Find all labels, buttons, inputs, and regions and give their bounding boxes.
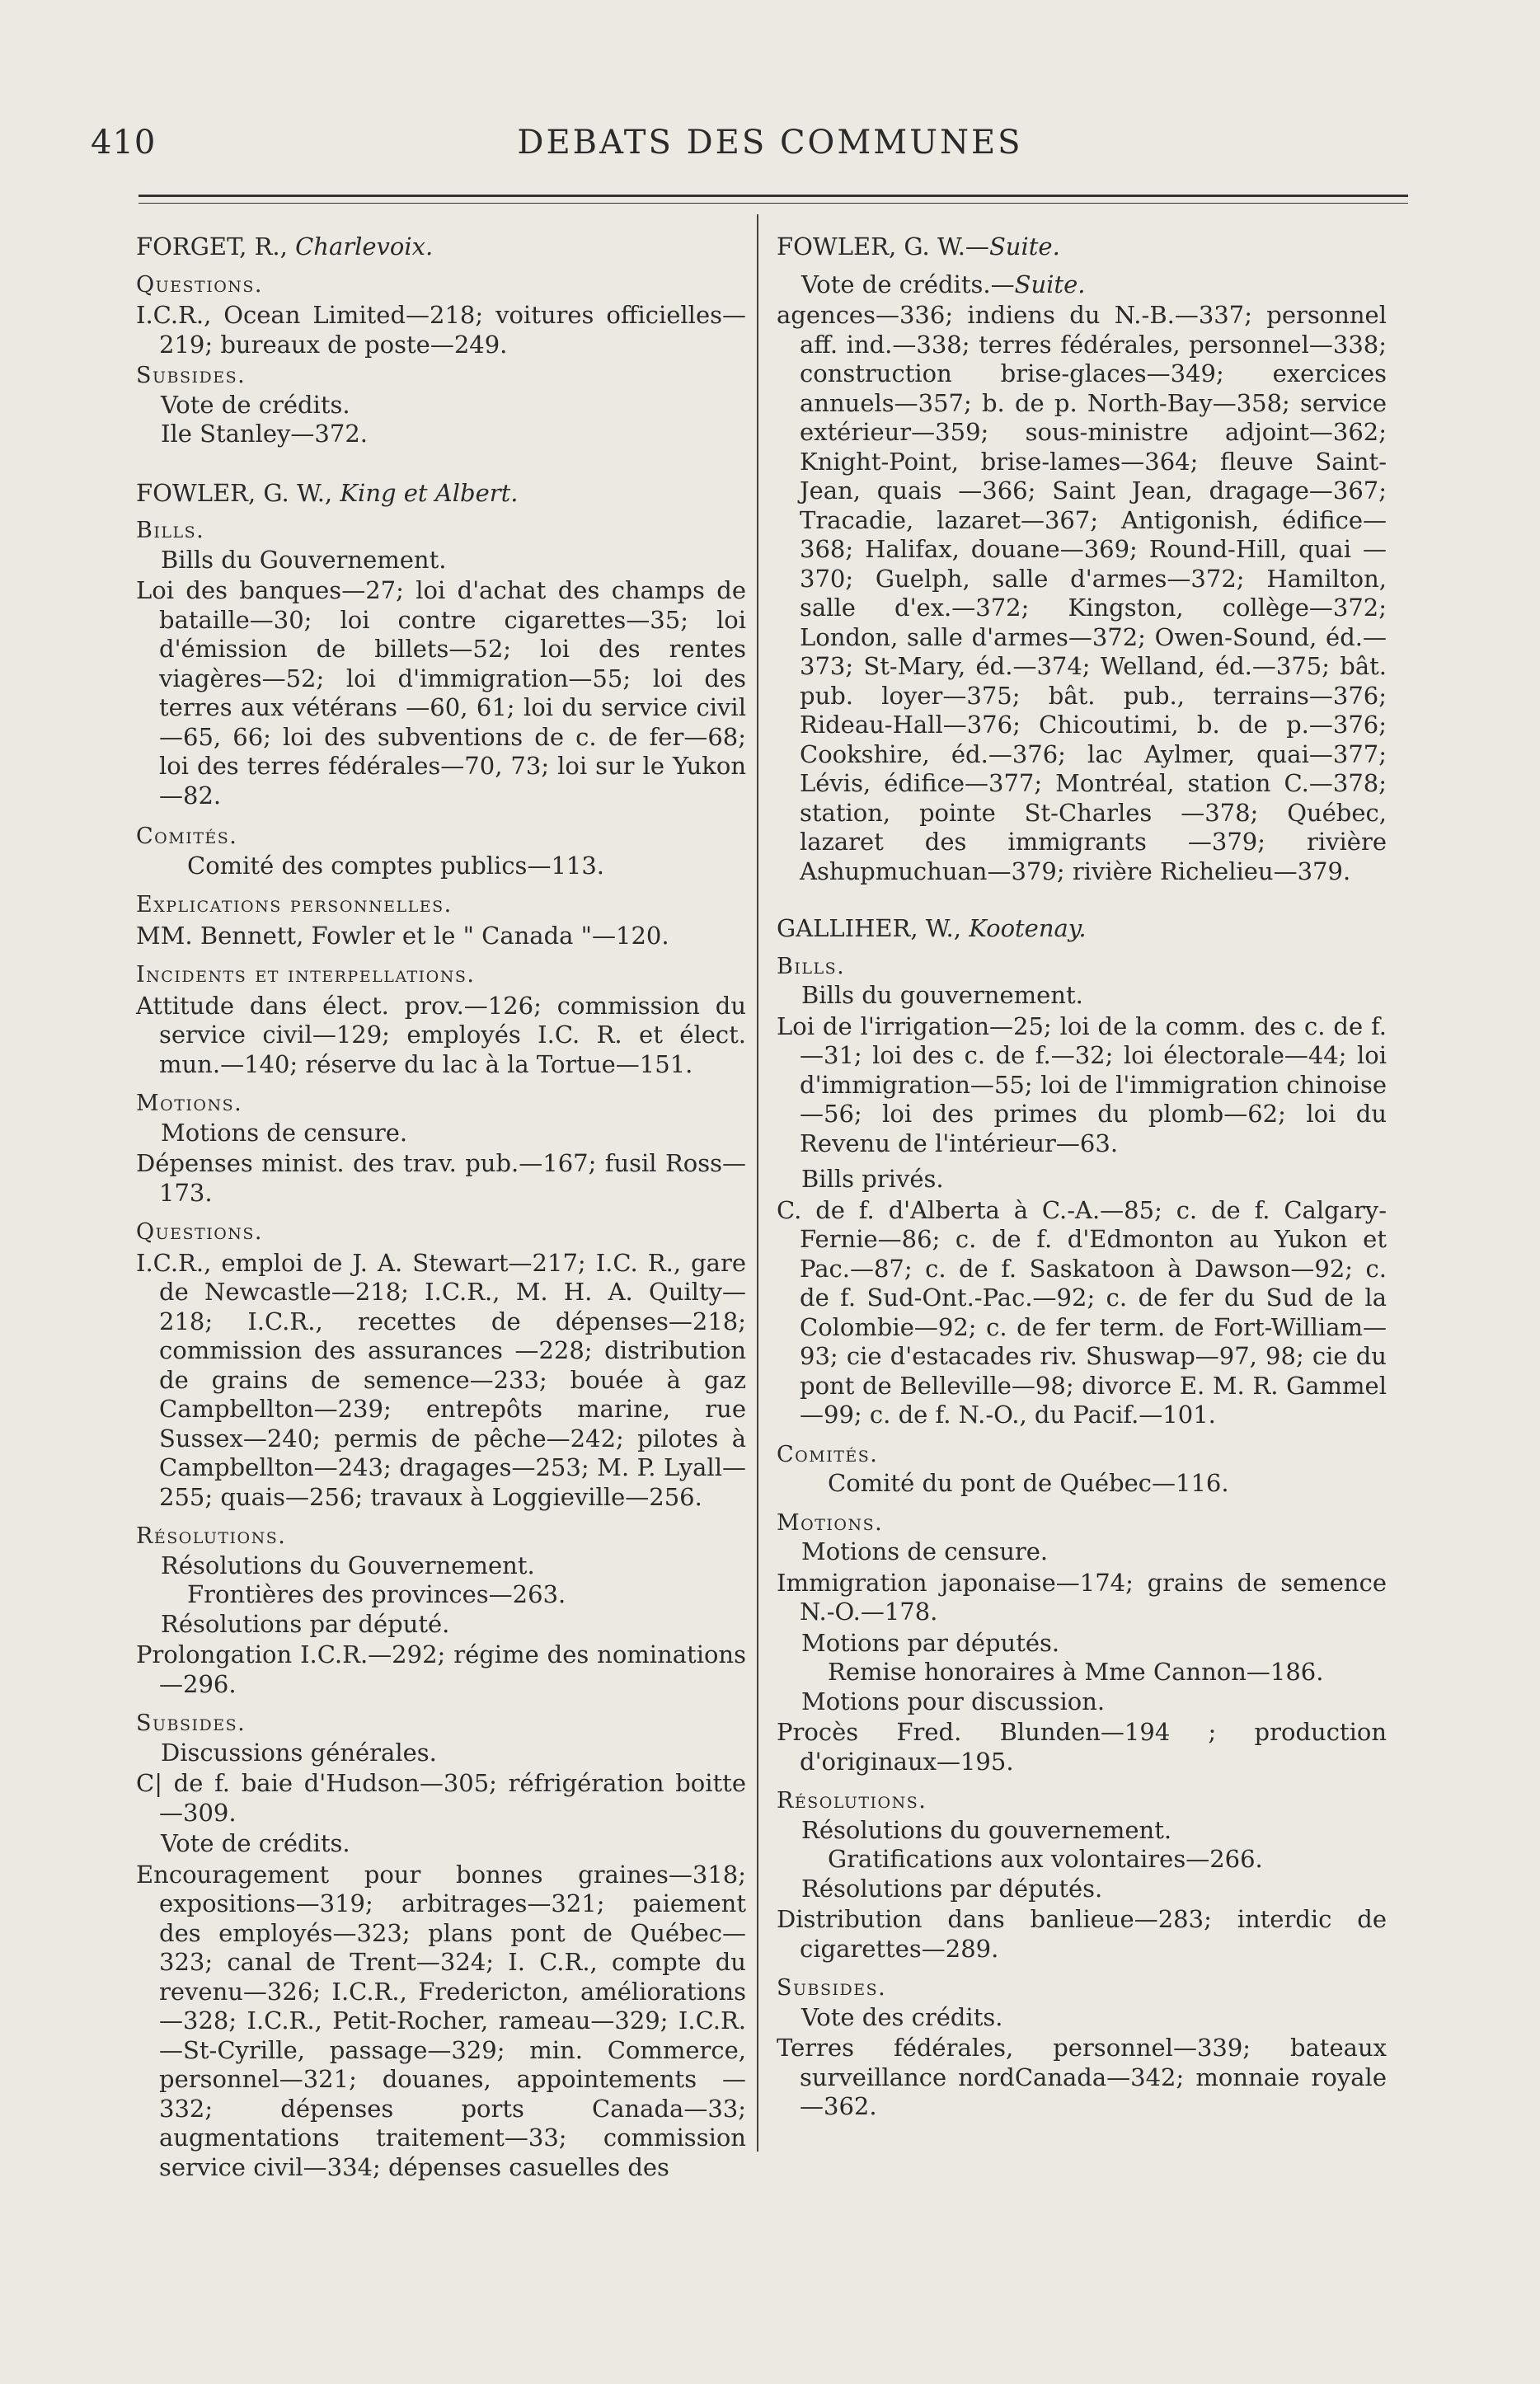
left-column bbox=[136, 232, 746, 2199]
motions-censure-text: Dépenses minist. des trav. pub.—167; fusil Ross—173. bbox=[136, 1149, 746, 1207]
section-incidents: Incidents et interpellations. bbox=[136, 962, 476, 988]
explications-text: MM. Bennett, Fowler et le " Canada "—120. bbox=[136, 921, 669, 950]
subsides-vote-text: Terres fédérales, personnel—339; bateaux surveillance nordCanada—342; monnaie royale—362. bbox=[777, 2034, 1387, 2120]
riding-name: Kootenay. bbox=[969, 914, 1087, 942]
section-explications: Explications personnelles. bbox=[136, 892, 453, 917]
motions-censure-label: Motions de censure. bbox=[801, 1537, 1049, 1565]
section-questions: Questions. bbox=[136, 271, 264, 298]
vote-label bbox=[801, 270, 1387, 300]
motions-censure-text: Immigration japonaise—174; grains de semence N.-O.—178. bbox=[777, 1568, 1387, 1626]
section-bills: Bills. bbox=[136, 518, 205, 543]
riding-name: Charlevoix. bbox=[295, 232, 434, 260]
resolutions-dep-text: Prolongation I.C.R.—292; régime des nominations—296. bbox=[136, 1640, 746, 1698]
subsides-disc-label: Discussions générales. bbox=[161, 1738, 437, 1767]
subsides-vote-label: Vote de crédits. bbox=[161, 1829, 350, 1857]
motions-disc-label: Motions pour discussion. bbox=[801, 1687, 1106, 1715]
section-comites: Comités. bbox=[777, 1441, 879, 1467]
header-rule bbox=[139, 195, 1408, 197]
member-name: FORGET, R., bbox=[136, 232, 296, 260]
entry-forget bbox=[136, 232, 746, 449]
bills-gov-text: Loi des banques—27; loi d'achat des champs de bataille—30; loi contre cigarettes—35; loi d'émission de billets—52; loi des rentes viagères—52; loi d'immigration—55; loi des terres aux vétérans —60, 61; loi du service civil—65, 66; loi des subventions de c. de fer—68; loi des terres fédérales—70, 73; loi sur le Yukon—82. bbox=[136, 576, 746, 810]
resolutions-dep-text: Distribution dans banlieue—283; interdic de cigarettes—289. bbox=[777, 1905, 1387, 1963]
bills-gov-label: Bills du Gouvernement. bbox=[161, 545, 447, 574]
riding-name: King et Albert. bbox=[340, 478, 519, 507]
member-name: GALLIHER, W., bbox=[777, 914, 970, 942]
running-title: DEBATS DES COMMUNES bbox=[517, 124, 1023, 162]
section-questions: Questions. bbox=[136, 1219, 264, 1245]
section-motions: Motions. bbox=[777, 1509, 884, 1536]
subsides-ile: Ile Stanley—372. bbox=[161, 420, 368, 448]
subsides-disc-text: C| de f. baie d'Hudson—305; réfrigération boitte—309. bbox=[136, 1769, 746, 1827]
resolutions-gov-text: Gratifications aux volontaires—266. bbox=[828, 1845, 1263, 1873]
resolutions-gov-text: Frontières des provinces—263. bbox=[187, 1580, 566, 1608]
motions-censure-label: Motions de censure. bbox=[161, 1118, 408, 1147]
motions-dep-text: Remise honoraires à Mme Cannon—186. bbox=[828, 1658, 1324, 1686]
section-resolutions: Résolutions. bbox=[136, 1523, 287, 1549]
resolutions-dep-label: Résolutions par député. bbox=[161, 1609, 450, 1638]
vote-suite: Suite. bbox=[1014, 270, 1086, 298]
subsides-vote-text: Encouragement pour bonnes graines—318; expositions—319; arbitrages—321; paiement des employés—323; plans pont de Québec—323; canal de Trent—324; I. C.R., compte du revenu—326; I.C.R., Fredericton, améliorations—328; I.C.R., Petit-Rocher, rameau—329; I.C.R.—St-Cyrille, passage—329; min. Commerce, personnel—321; douanes, appointements —332; dépenses ports Canada—33; augmentations traitement—33; commission service civil—334; dépenses casuelles des bbox=[136, 1860, 746, 2181]
resolutions-dep-label: Résolutions par députés. bbox=[801, 1874, 1103, 1903]
comites-text: Comité du pont de Québec—116. bbox=[828, 1469, 1229, 1497]
vote-text-label: Vote de crédits.— bbox=[801, 270, 1015, 298]
column-divider bbox=[757, 214, 758, 2152]
entry-heading bbox=[777, 232, 1387, 262]
questions-text: I.C.R., emploi de J. A. Stewart—217; I.C. R., gare de Newcastle—218; I.C.R., M. H. A. Quilty—218; I.C.R., recettes de dépenses—218; commission des assurances —228; distribution de grains de semence—233; bouée à gaz Campbellton—239; entrepôts marine, rue Sussex—240; permis de pêche—242; pilotes à Campbellton—243; dragages—253; M. P. Lyall—255; quais—256; travaux à Loggieville—256. bbox=[136, 1248, 746, 1511]
entry-fowler bbox=[136, 479, 746, 2183]
section-motions: Motions. bbox=[136, 1091, 243, 1116]
header-rule-thin bbox=[139, 203, 1408, 204]
bills-priv-label: Bills privés. bbox=[801, 1165, 944, 1193]
section-bills: Bills. bbox=[777, 953, 846, 979]
questions-text: I.C.R., Ocean Limited—218; voitures officielles—219; bureaux de poste—249. bbox=[136, 301, 746, 359]
resolutions-gov-label: Résolutions du gouvernement. bbox=[801, 1815, 1172, 1844]
section-subsides: Subsides. bbox=[136, 363, 246, 388]
member-name: FOWLER, G. W.— bbox=[777, 232, 989, 260]
bills-gov-text: Loi de l'irrigation—25; loi de la comm. des c. de f.—31; loi des c. de f.—32; loi électorale—44; loi d'immigration—55; loi de l'immigration chinoise—56; loi des primes du plomb—62; loi du Revenu de l'intérieur—63. bbox=[777, 1011, 1387, 1157]
section-subsides: Subsides. bbox=[777, 1975, 887, 2001]
entry-heading bbox=[136, 479, 746, 509]
entry-galliher bbox=[777, 914, 1387, 2122]
member-name: FOWLER, G. W., bbox=[136, 478, 340, 507]
comites-text: Comité des comptes publics—113. bbox=[187, 851, 605, 880]
entry-heading bbox=[777, 914, 1387, 944]
bills-priv-text: C. de f. d'Alberta à C.-A.—85; c. de f. Calgary-Fernie—86; c. de f. d'Edmonton au Yukon et Pac.—87; c. de f. Saskatoon à Dawson—92; c. de f. Sud-Ont.-Pac.—92; c. de fer du Sud de la Colombie—92; c. de fer term. de Fort-William—93; cie d'estacades riv. Shuswap—97, 98; cie du pont de Belleville—98; divorce E. M. R. Gammel—99; c. de f. N.-O., du Pacif.—101. bbox=[777, 1195, 1387, 1429]
suite-label: Suite. bbox=[988, 232, 1060, 260]
motions-disc-text: Procès Fred. Blunden—194 ; production d'originaux—195. bbox=[777, 1718, 1387, 1776]
section-comites: Comités. bbox=[136, 824, 238, 849]
bills-gov-label: Bills du gouvernement. bbox=[801, 981, 1083, 1009]
right-column bbox=[777, 232, 1387, 2138]
subsides-vote-label: Vote des crédits. bbox=[801, 2002, 1003, 2031]
motions-dep-label: Motions par députés. bbox=[801, 1628, 1060, 1657]
resolutions-gov-label: Résolutions du Gouvernement. bbox=[161, 1551, 535, 1579]
subsides-vote: Vote de crédits. bbox=[161, 390, 350, 419]
vote-text: agences—336; indiens du N.-B.—337; personnel aff. ind.—338; terres fédérales, personnel—338; construction brise-glaces—349; exercices annuels—357; b. de p. North-Bay—358; service extérieur—359; sous-ministre adjoint—362; Knight-Point, brise-lames—364; fleuve Saint-Jean, quais —366; Saint Jean, dragage—367; Tracadie, lazaret—367; Antigonish, édifice—368; Halifax, douane—369; Round-Hill, quai —370; Guelph, salle d'armes—372; Hamilton, salle d'ex.—372; Kingston, collège—372; London, salle d'armes—372; Owen-Sound, éd.—373; St-Mary, éd.—374; Welland, éd.—375; bât. pub. loyer—375; bât. pub., terrains—376; Rideau-Hall—376; Chicoutimi, b. de p.—376; Cookshire, éd.—376; lac Aylmer, quai—377; Lévis, édifice—377; Montréal, station C.—378; station, pointe St-Charles —378; Québec, lazaret des immigrants —379; rivière Ashupmuchuan—379; rivière Richelieu—379. bbox=[777, 301, 1387, 885]
page-number: 410 bbox=[91, 124, 157, 162]
entry-fowler-suite bbox=[777, 232, 1387, 886]
incidents-text: Attitude dans élect. prov.—126; commission du service civil—129; employés I.C. R. et élect. mun.—140; réserve du lac à la Tortue—151. bbox=[136, 991, 746, 1078]
section-resolutions: Résolutions. bbox=[777, 1788, 927, 1814]
entry-heading bbox=[136, 232, 746, 262]
section-subsides: Subsides. bbox=[136, 1711, 246, 1736]
